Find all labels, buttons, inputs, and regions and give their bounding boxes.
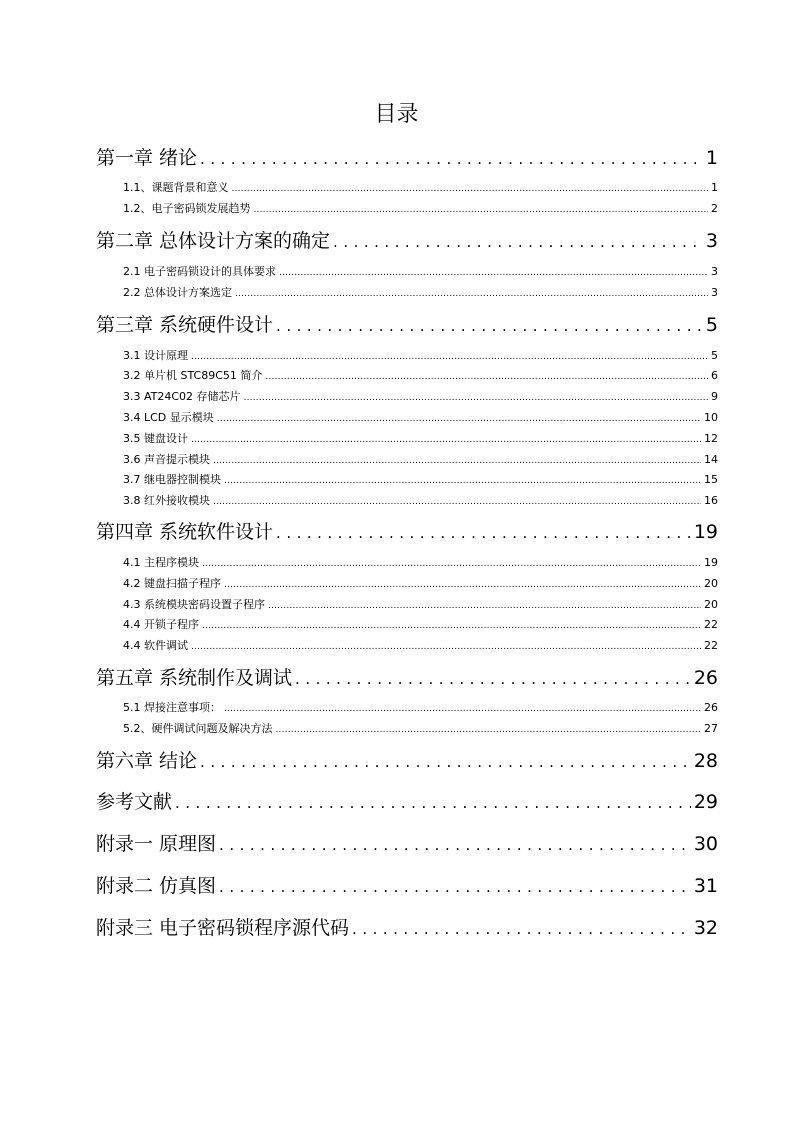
toc-entry-label: 3.2 单片机 STC89C51 简介: [123, 369, 263, 382]
toc-entry-label: 4.2 键盘扫描子程序: [123, 577, 221, 590]
toc-dot-leader: [224, 701, 701, 716]
toc-section-entry[interactable]: [123, 493, 718, 509]
toc-chapter-entry[interactable]: [96, 748, 718, 774]
toc-page-number: 5: [705, 314, 718, 336]
toc-entry-label: 第一章 绪论: [96, 147, 198, 169]
toc-page-number: 12: [704, 432, 718, 445]
toc-dot-leader: [235, 286, 708, 301]
toc-chapter-entry[interactable]: [96, 519, 718, 545]
toc-dot-leader: [191, 349, 708, 364]
toc-section-entry[interactable]: [123, 472, 718, 488]
toc-dot-leader: [265, 369, 708, 384]
toc-dot-leader: [217, 411, 701, 426]
toc-dot-leader: [224, 577, 701, 592]
toc-entry-label: 2.1 电子密码锁设计的具体要求: [123, 265, 276, 278]
toc-page-number: 15: [704, 473, 718, 486]
toc-entry-label: 3.5 键盘设计: [123, 432, 188, 445]
toc-section-entry[interactable]: [123, 201, 718, 217]
toc-page-number: 20: [704, 598, 718, 611]
toc-section-entry[interactable]: [123, 700, 718, 716]
toc-dot-leader: [276, 722, 702, 737]
toc-section-entry[interactable]: [123, 576, 718, 592]
toc-entry-label: 附录三 电子密码锁程序源代码: [96, 917, 350, 939]
toc-section-entry[interactable]: [123, 617, 718, 633]
toc-page-number: 19: [693, 521, 718, 543]
toc-section-entry[interactable]: [123, 180, 718, 196]
toc-entry-label: 3.6 声音提示模块: [123, 453, 210, 466]
toc-entry-label: 第三章 系统硬件设计: [96, 314, 274, 336]
toc-section-entry[interactable]: [123, 410, 718, 426]
toc-chapter-entry[interactable]: [96, 789, 718, 815]
toc-page-number: 2: [711, 202, 718, 215]
toc-page-number: 31: [693, 875, 718, 897]
toc-title: 目录: [374, 102, 419, 127]
toc-dot-leader: [279, 265, 708, 280]
toc-page-number: 22: [704, 639, 718, 652]
toc-dot-leader: [202, 618, 701, 633]
toc-entry-label: 第四章 系统软件设计: [96, 521, 274, 543]
toc-entry-label: 5.1 焊接注意事项：: [123, 701, 221, 714]
toc-entry-label: 4.4 软件调试: [123, 639, 188, 652]
toc-page-number: 19: [704, 556, 718, 569]
toc-dot-leader: [202, 556, 701, 571]
toc-entry-label: 第二章 总体设计方案的确定: [96, 230, 331, 252]
toc-entry-label: 3.3 AT24C02 存储芯片: [123, 390, 241, 403]
toc-page-number: 3: [705, 230, 718, 252]
toc-page-number: 29: [693, 791, 718, 813]
toc-dot-leader: [276, 520, 691, 545]
toc-entry-label: 第五章 系统制作及调试: [96, 667, 293, 689]
toc-dot-leader: [200, 749, 691, 774]
toc-dot-leader: [213, 453, 701, 468]
toc-dot-leader: [200, 146, 703, 171]
toc-dot-leader: [232, 181, 709, 196]
toc-entry-label: 3.8 红外接收模块: [123, 494, 210, 507]
toc-entry-label: 4.1 主程序模块: [123, 556, 199, 569]
toc-page-number: 27: [704, 722, 718, 735]
toc-section-entry[interactable]: [123, 368, 718, 384]
toc-section-entry[interactable]: [123, 285, 718, 301]
toc-entry-label: 2.2 总体设计方案选定: [123, 286, 232, 299]
toc-dot-leader: [295, 666, 691, 691]
toc-chapter-entry[interactable]: [96, 145, 718, 171]
toc-entry-label: 1.2、电子密码锁发展趋势: [123, 202, 251, 215]
toc-dot-leader: [254, 202, 709, 217]
toc-dot-leader: [352, 916, 691, 941]
toc-dot-leader: [219, 874, 691, 899]
toc-page-number: 10: [704, 411, 718, 424]
toc-entry-label: 4.3 系统模块密码设置子程序: [123, 598, 265, 611]
toc-section-entry[interactable]: [123, 452, 718, 468]
toc-section-entry[interactable]: [123, 264, 718, 280]
toc-page-number: 28: [693, 750, 718, 772]
toc-section-entry[interactable]: [123, 721, 718, 737]
toc-chapter-entry[interactable]: [96, 665, 718, 691]
toc-entry-label: 3.7 继电器控制模块: [123, 473, 221, 486]
toc-dot-leader: [191, 432, 701, 447]
toc-page-number: 3: [711, 286, 718, 299]
toc-section-entry[interactable]: [123, 389, 718, 405]
toc-section-entry[interactable]: [123, 555, 718, 571]
toc-page-number: 6: [711, 369, 718, 382]
toc-dot-leader: [244, 390, 708, 405]
toc-page-number: 1: [711, 181, 718, 194]
toc-page-number: 22: [704, 618, 718, 631]
toc-page-number: 32: [693, 917, 718, 939]
toc-section-entry[interactable]: [123, 431, 718, 447]
toc-dot-leader: [175, 790, 691, 815]
toc-entry-label: 5.2、硬件调试问题及解决方法: [123, 722, 273, 735]
toc-section-entry[interactable]: [123, 348, 718, 364]
toc-page-number: 3: [711, 265, 718, 278]
toc-page-number: 14: [704, 453, 718, 466]
toc-page-number: 20: [704, 577, 718, 590]
toc-dot-leader: [191, 639, 701, 654]
toc-entry-label: 附录一 原理图: [96, 833, 217, 855]
toc-page-number: 16: [704, 494, 718, 507]
toc-page-number: 1: [705, 147, 718, 169]
toc-dot-leader: [333, 229, 703, 254]
toc-chapter-entry[interactable]: [96, 873, 718, 899]
toc-entry-label: 3.1 设计原理: [123, 349, 188, 362]
toc-dot-leader: [219, 832, 691, 857]
toc-page-number: 26: [704, 701, 718, 714]
toc-dot-leader: [268, 598, 701, 613]
toc-page-number: 5: [711, 349, 718, 362]
toc-dot-leader: [276, 313, 703, 338]
toc-chapter-entry[interactable]: [96, 228, 718, 254]
toc-chapter-entry[interactable]: [96, 915, 718, 941]
toc-page-number: 26: [693, 667, 718, 689]
toc-entry-label: 第六章 结论: [96, 750, 198, 772]
toc-entry-label: 3.4 LCD 显示模块: [123, 411, 214, 424]
toc-dot-leader: [224, 473, 701, 488]
toc-entry-label: 1.1、课题背景和意义: [123, 181, 229, 194]
toc-entry-label: 4.4 开锁子程序: [123, 618, 199, 631]
toc-entry-label: 附录二 仿真图: [96, 875, 217, 897]
toc-dot-leader: [213, 494, 701, 509]
toc-section-entry[interactable]: [123, 638, 718, 654]
toc-section-entry[interactable]: [123, 597, 718, 613]
toc-page-number: 30: [693, 833, 718, 855]
toc-page-number: 9: [711, 390, 718, 403]
toc-chapter-entry[interactable]: [96, 312, 718, 338]
toc-entry-label: 参考文献: [96, 791, 173, 813]
toc-chapter-entry[interactable]: [96, 831, 718, 857]
